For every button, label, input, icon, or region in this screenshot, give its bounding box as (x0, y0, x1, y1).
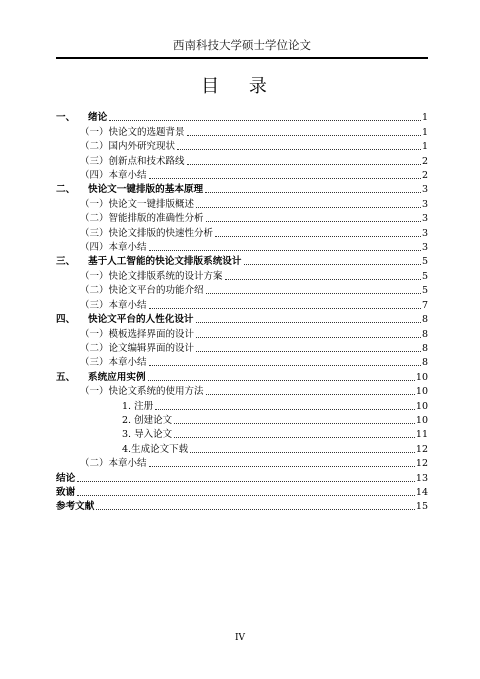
toc-entry[interactable] (56, 456, 428, 470)
toc-entry-number: 四、 (56, 314, 76, 326)
toc-entry-title: 参考文献 (56, 501, 95, 513)
toc-dot-leader (206, 221, 421, 222)
toc-entry-page: 5 (421, 256, 428, 268)
toc-entry[interactable] (56, 384, 428, 398)
header-rule (56, 57, 428, 59)
toc-entry-title: 致谢 (56, 486, 76, 498)
toc-dot-leader (196, 207, 421, 208)
toc-dot-leader (196, 351, 421, 352)
toc-entry-title: （三）本章小结 (80, 299, 147, 311)
toc-entry[interactable] (56, 485, 428, 499)
toc-entry-title: 1. 注册 (122, 400, 154, 412)
toc-entry-title: 基于人工智能的快论文排版系统设计 (88, 256, 242, 268)
toc-dot-leader (174, 437, 415, 438)
toc-entry-page: 3 (421, 184, 428, 196)
toc-dot-leader (77, 481, 415, 482)
toc-entry-title: 快论文平台的人性化设计 (88, 314, 194, 326)
toc-dot-leader (148, 380, 415, 381)
toc-dot-leader (177, 149, 421, 150)
toc-entry[interactable] (56, 211, 428, 225)
toc-entry[interactable] (56, 369, 428, 383)
toc-dot-leader (149, 365, 421, 366)
toc-dot-leader (244, 264, 421, 265)
toc-entry-page: 2 (421, 155, 428, 167)
toc-entry-page: 3 (421, 242, 428, 254)
toc-dot-leader (187, 135, 421, 136)
toc-entry-page: 7 (421, 299, 428, 311)
toc-entry-title: 4.生成论文下载 (122, 443, 189, 455)
toc-entry[interactable] (56, 326, 428, 340)
toc-entry-title: （一）快论文系统的使用方法 (80, 386, 204, 398)
toc-entry-title: （一）快论文排版系统的设计方案 (80, 270, 223, 282)
toc-entry[interactable] (56, 225, 428, 239)
toc-entry[interactable] (56, 470, 428, 484)
toc-dot-leader (206, 293, 421, 294)
toc-entry-page: 8 (421, 342, 428, 354)
toc-dot-leader (174, 423, 415, 424)
toc-dot-leader (77, 495, 415, 496)
toc-entry-page: 8 (421, 357, 428, 369)
toc-entry[interactable] (56, 427, 428, 441)
running-header: 西南科技大学硕士学位论文 (173, 38, 311, 52)
toc-entry[interactable] (56, 168, 428, 182)
toc-entry[interactable] (56, 355, 428, 369)
toc-entry[interactable] (56, 182, 428, 196)
toc-entry-title: （二）快论文平台的功能介绍 (80, 285, 204, 297)
toc-entry-page: 1 (421, 141, 428, 153)
toc-entry-title: （三）创新点和技术路线 (80, 155, 185, 167)
toc-dot-leader (149, 466, 415, 467)
toc-entry[interactable] (56, 297, 428, 311)
toc-entry-page: 5 (421, 270, 428, 282)
toc-entry-page: 8 (421, 328, 428, 340)
toc-entry-title: （二）智能排版的准确性分析 (80, 213, 204, 225)
toc-title: 目 录 (201, 76, 279, 97)
toc-entry-page: 8 (421, 314, 428, 326)
toc-entry-page: 15 (415, 501, 428, 513)
toc-dot-leader (205, 192, 421, 193)
toc-entry-title: 绪论 (88, 112, 108, 124)
toc-dot-leader (215, 236, 421, 237)
toc-entry-title: 快论文一键排版的基本原理 (88, 184, 204, 196)
toc-entry[interactable] (56, 124, 428, 138)
toc-entry-page: 3 (421, 198, 428, 210)
toc-entry[interactable] (56, 398, 428, 412)
toc-entry-title: 结论 (56, 472, 76, 484)
toc-entry-number: 二、 (56, 184, 76, 196)
toc-entry[interactable] (56, 441, 428, 455)
toc-entry[interactable] (56, 341, 428, 355)
toc-dot-leader (149, 178, 421, 179)
toc-entry-page: 14 (415, 486, 428, 498)
toc-dot-leader (149, 308, 421, 309)
toc-entry[interactable] (56, 312, 428, 326)
toc-entry[interactable] (56, 110, 428, 124)
toc-entry-page: 10 (415, 371, 428, 383)
toc-entry-number: 三、 (56, 256, 76, 268)
toc-dot-leader (190, 452, 415, 453)
toc-entry-page: 5 (421, 285, 428, 297)
toc-entry-title: （二）论文编辑界面的设计 (80, 342, 195, 354)
toc-entry-title: 系统应用实例 (88, 371, 146, 383)
toc-entry-page: 2 (421, 170, 428, 182)
page-number: IV (234, 633, 246, 643)
toc-entry-page: 10 (415, 386, 428, 398)
toc-dot-leader (225, 279, 421, 280)
toc-entry-page: 10 (415, 400, 428, 412)
toc-entry-page: 1 (421, 126, 428, 138)
toc-entry-title: 2. 创建论文 (122, 414, 173, 426)
toc-dot-leader (196, 337, 421, 338)
toc-entry-title: 3. 导入论文 (122, 429, 173, 441)
toc-entry-title: （二）国内外研究现状 (80, 141, 176, 153)
toc-dot-leader (109, 120, 421, 121)
toc-entry-title: （一）快论文的选题背景 (80, 126, 185, 138)
toc-entry-title: （四）本章小结 (80, 242, 147, 254)
toc-entry-page: 11 (415, 429, 428, 441)
toc-dot-leader (155, 409, 415, 410)
toc-dot-leader (149, 250, 421, 251)
toc-entry-title: （四）本章小结 (80, 170, 147, 182)
toc-entry[interactable] (56, 499, 428, 513)
toc-entry-page: 10 (415, 414, 428, 426)
toc-dot-leader (96, 509, 415, 510)
toc-entry[interactable] (56, 254, 428, 268)
toc-dot-leader (187, 164, 421, 165)
toc-entry[interactable] (56, 196, 428, 210)
toc-entry-title: （一）快论文一键排版概述 (80, 198, 195, 210)
toc-entry-page: 12 (415, 443, 428, 455)
toc-entry[interactable] (56, 268, 428, 282)
toc-entry-title: （二）本章小结 (80, 458, 147, 470)
toc-dot-leader (196, 322, 421, 323)
toc-entry[interactable] (56, 283, 428, 297)
toc-entry-page: 1 (421, 112, 428, 124)
toc-dot-leader (206, 394, 415, 395)
toc-entry[interactable] (56, 240, 428, 254)
toc-entry-title: （三）本章小结 (80, 357, 147, 369)
toc-entry-page: 13 (415, 472, 428, 484)
toc-entry-number: 五、 (56, 371, 76, 383)
toc-entry-page: 12 (415, 458, 428, 470)
toc-entry-title: （三）快论文排版的快速性分析 (80, 227, 214, 239)
toc-entry-number: 一、 (56, 112, 76, 124)
toc-entry-page: 3 (421, 213, 428, 225)
table-of-contents (56, 110, 428, 513)
toc-entry-title: （一）模板选择界面的设计 (80, 328, 195, 340)
toc-entry[interactable] (56, 139, 428, 153)
toc-entry[interactable] (56, 413, 428, 427)
toc-entry-page: 3 (421, 227, 428, 239)
toc-entry[interactable] (56, 153, 428, 167)
